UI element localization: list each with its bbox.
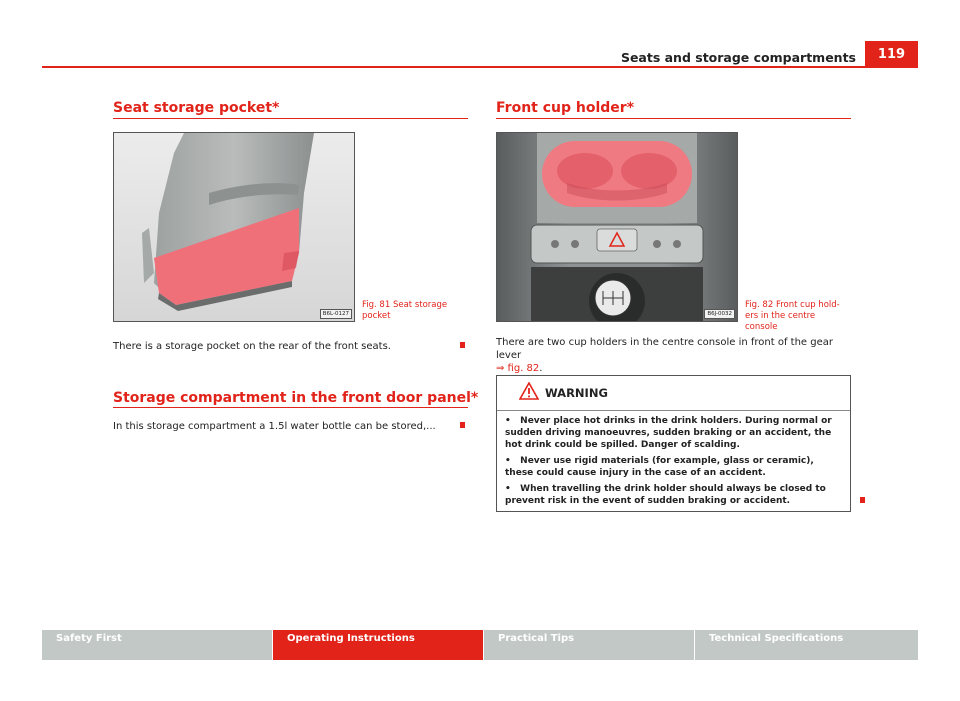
footer-tab-practical-tips[interactable]: Practical Tips bbox=[484, 630, 694, 660]
figure-caption: Fig. 81 Seat storage pocket bbox=[362, 300, 448, 321]
header-rule bbox=[42, 66, 918, 68]
body-text-tail: . bbox=[539, 363, 543, 374]
heading-front-cup-holder: Front cup holder* bbox=[496, 100, 635, 116]
heading-seat-storage-pocket: Seat storage pocket* bbox=[113, 100, 280, 116]
warning-triangle-icon bbox=[519, 382, 539, 400]
body-text: There are two cup holders in the centre console in front of the gear lever bbox=[496, 337, 833, 361]
warning-item: • Never place hot drinks in the drink holders. During normal or sudden driving manoeuvres, sudden braking or an accident, the hot drink could be spilled. Danger of scalding. bbox=[505, 416, 832, 450]
figure-front-cup-holder bbox=[496, 132, 738, 322]
centre-console-illustration bbox=[497, 133, 737, 321]
end-mark bbox=[460, 342, 465, 348]
warning-item: • Never use rigid materials (for example, glass or ceramic), these could cause injury in the case of an accident. bbox=[505, 456, 814, 478]
figure-seat-storage-pocket bbox=[113, 132, 355, 322]
heading-rule bbox=[113, 407, 468, 408]
footer-tab-operating-instructions[interactable]: Operating Instructions bbox=[273, 630, 483, 660]
warning-item-text: Never place hot drinks in the drink holders. During normal or sudden driving manoeuvres, sudden braking or an accident, the hot drink could be spilled. Danger of scalding. bbox=[505, 416, 832, 450]
body-text-door-storage: In this storage compartment a 1.5l water bottle can be stored,... bbox=[113, 421, 436, 432]
end-mark bbox=[460, 422, 465, 428]
warning-body bbox=[497, 411, 850, 507]
page-number: 119 bbox=[865, 41, 918, 68]
seat-illustration bbox=[114, 133, 354, 321]
figure-caption: Fig. 82 Front cup hold-ers in the centre console bbox=[745, 300, 840, 332]
figure-code: B6J-0032 bbox=[704, 309, 735, 319]
end-mark bbox=[860, 497, 865, 503]
footer-tab-technical-specifications[interactable]: Technical Specifications bbox=[695, 630, 918, 660]
figure-link[interactable]: ⇒ fig. 82 bbox=[496, 363, 540, 374]
heading-rule bbox=[113, 118, 468, 119]
warning-item: • When travelling the drink holder should always be closed to prevent risk in the event of sudden braking or accident. bbox=[505, 484, 826, 506]
warning-box bbox=[496, 375, 851, 512]
body-text-seat-pocket: There is a storage pocket on the rear of the front seats. bbox=[113, 341, 391, 352]
footer-tab-safety-first[interactable]: Safety First bbox=[42, 630, 272, 660]
warning-item-text: When travelling the drink holder should always be closed to prevent risk in the event of sudden braking or accident. bbox=[505, 484, 826, 506]
chapter-title: Seats and storage compartments bbox=[620, 50, 856, 65]
heading-door-storage: Storage compartment in the front door panel* bbox=[113, 390, 479, 406]
warning-header bbox=[497, 376, 850, 411]
body-text-cup-holder bbox=[496, 336, 846, 375]
heading-rule bbox=[496, 118, 851, 119]
warning-title: WARNING bbox=[545, 386, 608, 400]
figure-code: B6L-0127 bbox=[320, 309, 352, 319]
warning-item-text: Never use rigid materials (for example, glass or ceramic), these could cause injury in the case of an accident. bbox=[505, 456, 814, 478]
